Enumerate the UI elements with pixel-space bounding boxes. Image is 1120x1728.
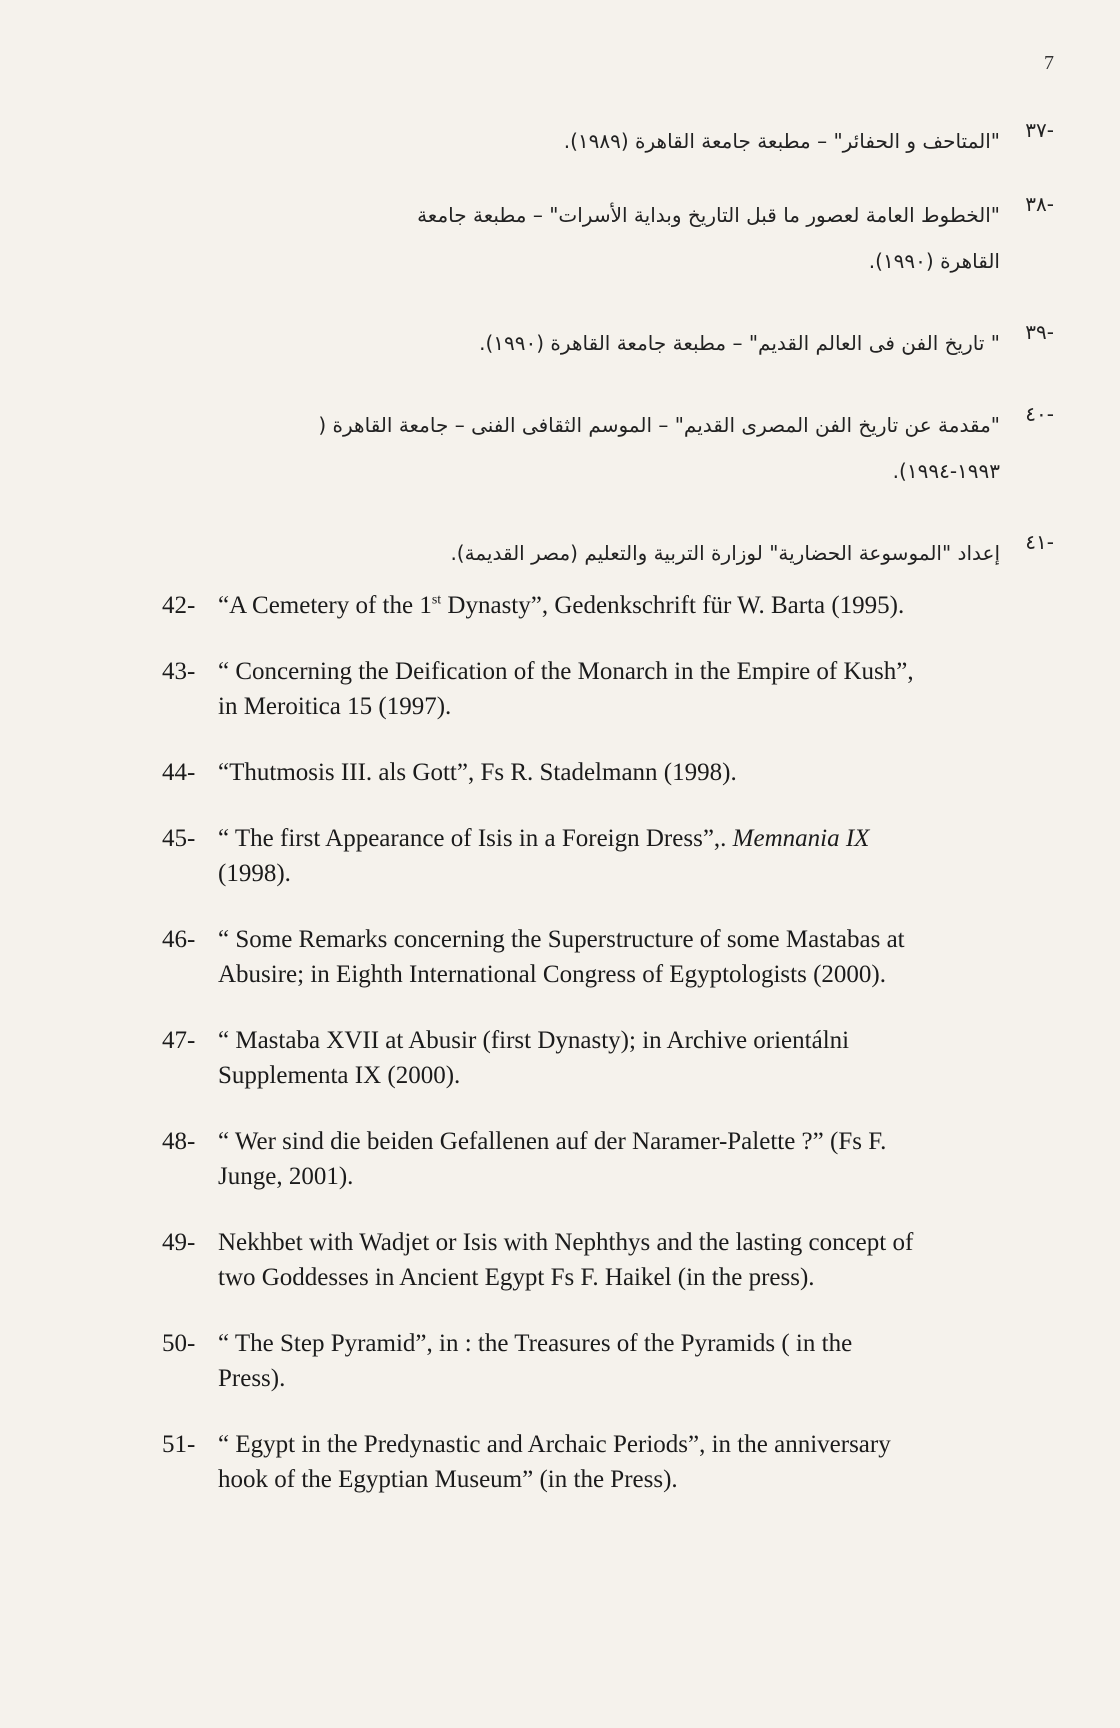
entry-line: " تاريخ الفن فى العالم القديم" – مطبعة جامعة القاهرة (١٩٩٠). <box>479 331 1000 355</box>
entry-number: 47- <box>162 1027 196 1054</box>
arabic-bibliography <box>155 118 1054 612</box>
entry-number: 45- <box>162 825 196 852</box>
entry-text <box>218 1326 1048 1396</box>
entry-text <box>155 320 1000 366</box>
arabic-entry-40 <box>155 402 1054 494</box>
entry-text <box>218 922 1048 992</box>
entry-number: -٣٩ <box>1025 320 1054 344</box>
arabic-entry-37 <box>155 118 1054 164</box>
english-entry-50 <box>162 1326 1048 1396</box>
english-entry-44 <box>162 755 1048 790</box>
english-entry-43 <box>162 654 1048 724</box>
entry-line: Abusire; in Eighth International Congress of Egyptologists (2000). <box>218 961 886 988</box>
entry-line: القاهرة (١٩٩٠). <box>868 249 1000 273</box>
entry-line: Supplementa IX (2000). <box>218 1062 461 1089</box>
entry-text <box>218 1427 1048 1497</box>
entry-line: Nekhbet with Wadjet or Isis with Nephthys and the lasting concept of <box>218 1229 914 1256</box>
entry-line: “ The Step Pyramid”, in : the Treasures of the Pyramids ( in the <box>218 1330 853 1357</box>
arabic-entry-41 <box>155 530 1054 576</box>
english-entry-47 <box>162 1023 1048 1093</box>
entry-line: "المتاحف و الحفائر" – مطبعة جامعة القاهرة (١٩٨٩). <box>563 129 1000 153</box>
entry-number: -٣٨ <box>1025 192 1054 216</box>
entry-line: “ The first Appearance of Isis in a Foreign Dress”,. <box>218 825 733 852</box>
entry-number: -٤١ <box>1025 530 1054 554</box>
entry-number: -٤٠ <box>1025 402 1054 426</box>
entry-text <box>218 654 1048 724</box>
arabic-entry-39 <box>155 320 1054 366</box>
entry-number: -٣٧ <box>1025 118 1054 142</box>
page-number: 7 <box>1044 52 1054 74</box>
entry-number: 43- <box>162 658 196 685</box>
entry-text <box>218 755 1048 790</box>
entry-number: 44- <box>162 759 196 786</box>
entry-text <box>218 1225 1048 1295</box>
entry-text <box>155 118 1000 164</box>
entry-line: hook of the Egyptian Museum” (in the Press). <box>218 1466 678 1493</box>
english-entry-51 <box>162 1427 1048 1497</box>
entry-text <box>155 530 1000 576</box>
entry-line: “ Egypt in the Predynastic and Archaic Periods”, in the anniversary <box>218 1431 891 1458</box>
entry-text-part: Dynasty”, Gedenkschrift für W. Barta (1995). <box>441 592 905 619</box>
entry-text <box>218 1023 1048 1093</box>
entry-line: "مقدمة عن تاريخ الفن المصرى القديم" – الموسم الثقافى الفنى – جامعة القاهرة ( <box>318 413 1000 437</box>
english-entry-49 <box>162 1225 1048 1295</box>
entry-line: “ Wer sind die beiden Gefallenen auf der Naramer-Palette ?” (Fs F. <box>218 1128 887 1155</box>
entry-line: (1998). <box>218 860 291 887</box>
journal-title: Memnania IX <box>732 825 870 852</box>
entry-line: Press). <box>218 1365 286 1392</box>
entry-line: Junge, 2001). <box>218 1163 354 1190</box>
entry-number: 48- <box>162 1128 196 1155</box>
entry-text <box>218 588 1048 623</box>
english-entry-45 <box>162 821 1048 891</box>
entry-text-part: “A Cemetery of the 1 <box>218 592 432 619</box>
entry-line: “ Mastaba XVII at Abusir (first Dynasty); in Archive orientálni <box>218 1027 850 1054</box>
entry-line: “ Some Remarks concerning the Superstructure of some Mastabas at <box>218 926 905 953</box>
entry-number: 50- <box>162 1330 196 1357</box>
entry-line: in Meroitica 15 (1997). <box>218 693 452 720</box>
entry-number: 46- <box>162 926 196 953</box>
superscript: st <box>431 592 442 608</box>
entry-text <box>155 402 1000 494</box>
entry-number: 49- <box>162 1229 196 1256</box>
entry-text <box>155 192 1000 284</box>
entry-line: إعداد "الموسوعة الحضارية" لوزارة التربية والتعليم (مصر القديمة). <box>450 541 1000 565</box>
entry-line: “ Concerning the Deification of the Monarch in the Empire of Kush”, <box>218 658 914 685</box>
entry-line: "الخطوط العامة لعصور ما قبل التاريخ وبداية الأسرات" – مطبعة جامعة <box>417 203 1000 227</box>
entry-line: ١٩٩٣-١٩٩٤). <box>892 459 1000 483</box>
arabic-entry-38 <box>155 192 1054 284</box>
entry-text <box>218 1124 1048 1194</box>
english-entry-46 <box>162 922 1048 992</box>
entry-number: 42- <box>162 592 196 619</box>
entry-line: two Goddesses in Ancient Egypt Fs F. Haikel (in the press). <box>218 1264 815 1291</box>
entry-number: 51- <box>162 1431 196 1458</box>
entry-line: “Thutmosis III. als Gott”, Fs R. Stadelmann (1998). <box>218 759 737 786</box>
entry-text <box>218 821 1048 891</box>
english-entry-48 <box>162 1124 1048 1194</box>
english-bibliography <box>162 588 1048 1528</box>
english-entry-42 <box>162 588 1048 623</box>
